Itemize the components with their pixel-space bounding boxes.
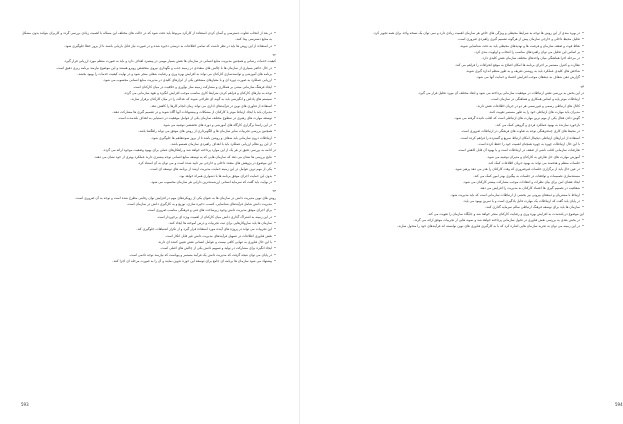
paragraph: • استفاده از ابزارهای ارتباطی دیجیتال امکان ارتباط سریع و گسترده را فراهم کرده است. [328,135,584,141]
paragraph: • بدون این حمایت اجرای موفق برنامه ها با دشواری همراه خواهد بود. [22,173,276,179]
paragraph: • در بهره مندی از این روش ها توجه به شرایط محیطی و ویژگی های خاص هر سازمان اهمیت زیادی دارد و نمی توان یک نسخه واحد برای همه تجویز کرد. [328,30,584,36]
paragraph: • ارتباط با مشتریان و ذینفعان بیرونی نیز بخشی از ارتباطات سازمانی است که باید مدیریت شود. [328,192,584,198]
paragraph: • تحلیل محیط داخلی و خارجی سازمان پیش از هرگونه تصمیم گیری راهبردی ضروری است. [328,36,584,42]
right-page [300,0,623,424]
right-page-number: 594 [615,402,623,407]
paragraph: • از این رو نظام ارزیابی عملکرد باید با اهداف راهبردی سازمان همسو باشد. [22,141,276,147]
paragraph: • در محیط های کاری چندفرهنگی توجه به تفاوت های فرهنگی در ارتباطات ضروری است. [328,128,584,134]
paragraph: • شفافیت در تصمیم گیری ها اعتماد کارکنان به مدیریت را افزایش می دهد. [328,185,584,191]
paragraph: • آموزش مهارت های حل تعارض به کارکنان و مدیران توصیه می شود. [328,154,584,160]
paragraph: • پیشنهاد می شود سازمان ها برنامه ای جامع برای توسعه این حوزه تدوین نمایند و آن را به صورت مرحله ای اجرا کنند. [22,258,276,264]
paragraph: • با این حال ارتباطات چهره به چهره همچنان اهمیت خود را حفظ کرده است. [328,141,584,147]
paragraph: • این تجربیات می تواند در پروژه های آینده مورد استفاده قرار گیرد و از تکرار اشتباهات جلوگیری کند. [22,226,276,232]
paragraph: • ایجاد فضای امن برای بیان نظرات و انتقادات موجب مشارکت بیشتر کارکنان می شود. [328,179,584,185]
paragraph: • گوش دادن فعال یکی از مهم ترین مهارت های ارتباطی است که اغلب نادیده گرفته می شود. [328,115,584,121]
paragraph: • مدیران باید با ایجاد ارتباط موثر با کارکنان از مشکلات و پیشنهادات آنها آگاه شوند و در تصمیم گیری ها مشارکت دهند. [22,109,276,115]
left-page-number: 593 [21,402,29,407]
paragraph: • شاخص های کلیدی عملکرد باید به روشنی تعریف و به طور منظم اندازه گیری شوند. [328,68,584,74]
paragraph: • در پایان باید گفت که ارتباطات یک مهارت قابل یادگیری است و با تمرین بهبود می یابد. [328,198,584,204]
paragraph: • در نهایت باید گفت که سرمایه انسانی ارزشمندترین دارایی هر سازمان محسوب می شود. [22,179,276,185]
paragraph: • جلسات منظم و هدفمند می تواند به بهبود جریان اطلاعات کمک کند. [328,160,584,166]
left-page-body [22,30,276,400]
section-number: ۲۲ [272,53,276,58]
paragraph: • برنامه های آموزشی و توانمندسازی کارکنان می تواند به افزایش بهره وری و رضایت شغلی منجر شود و در نهایت کیفیت خدمات را بهبود بخشد. [22,71,276,77]
paragraph: • ایجاد انگیزه برای مشارکت در تولید و تسهیم دانش یکی از چالش های اصلی است. [22,245,276,251]
paragraph: • ایجاد فرهنگ سازمانی مبتنی بر همکاری و مشارکت زمینه ساز نوآوری و خلاقیت در میان کارکنان است. [22,84,276,90]
paragraph: • در این زمینه به اشتراک گذاری دانش میان کارکنان از اهمیت ویژه ای برخوردار است. [22,214,276,220]
paragraph: • توجه به نیازهای کارکنان و فراهم کردن شرایط کاری مناسب موجب افزایش انگیزه و تعهد سازمانی می گردد. [22,90,276,96]
paragraph: • در بعد از انتخاب تفاوت دسترسی و آسان کردن استفاده از کارکرد مربوط باید دقت شود که در حالت های مختلف این مساله با اهمیت زیادی بررسی گردد و کاربران بتوانند بدون مشکل به منابع دسترسی پیدا کنند. [22,30,276,43]
paragraph: • گزارش دهی شفاف به ذینفعان موجب افزایش اعتماد و حمایت آنها می شود. [328,74,584,80]
paragraph: • برای اجرای موفق مدیریت دانش وجود زیرساخت های فنی و فرهنگی مناسب ضروری است. [22,207,276,213]
left-page [0,0,300,424]
paragraph: • مستندسازی تصمیمات و توافقات در جلسات به پیگیری بهتر امور کمک می کند. [328,173,584,179]
paragraph: • در بخش بعدی به بررسی نقش فناوری در تحول سازمانی پرداخته خواهد شد و نمونه هایی از تجربیات موفق ارائه می گردد. [328,217,584,223]
paragraph: • نظارت و کنترل مستمر بر اجرای برنامه ها امکان اصلاح به موقع انحرافات را فراهم می کند. [328,62,584,68]
paragraph: • با این حال فناوری به تنهایی کافی نیست و عوامل انسانی نقش تعیین کننده ای دارند. [22,239,276,245]
paragraph: این موضوع در بلندمدت به افزایش بهره وری و رضایت کارکنان منجر خواهد شد و جایگاه سازمان را تقویت می کند. [427,211,584,216]
paragraph: • ارتباطات درون سازمانی باید شفاف و روشن باشد تا از بروز سوءتفاهم ها جلوگیری شود. [22,135,276,141]
paragraph: روش های نوین مدیریت دانش در سازمان ها به عنوان یکی از رویکردهای مهم در افزایش توان رقابتی مطرح شده است و توجه به آن ضروری است. [75,195,276,200]
paragraph: • سازمان ها باید برای توسعه فرهنگ ارتباطی سالم سرمایه گذاری کنند. [328,204,584,210]
paragraph: • نقاط قوت و ضعف سازمان و فرصت ها و تهدیدهای محیطی باید به دقت شناسایی شوند. [328,43,584,49]
paragraph: • تعارضات سازمانی اغلب ناشی از ضعف در ارتباطات است و با بهبود آن قابل کاهش است. [328,147,584,153]
paragraph: • استفاده از فناوری های نوین در فرآیندهای اداری می تواند زمان انجام کارها را کاهش دهد. [22,103,276,109]
paragraph: در این بخش به بررسی نقش ارتباطات در موفقیت سازمانی پرداخته می شود و ابعاد مختلف آن مورد تحلیل قرار می گیرد. [418,91,584,96]
paragraph: • در این زمینه می توان به تجربه سازمان هایی اشاره کرد که با به کارگیری فناوری های نوین توانسته اند فرآیندهای خود را متحول سازند. [328,223,584,229]
paragraph: • در عین حال باید از برگزاری جلسات غیرضروری که وقت کارکنان را هدر می دهد پرهیز شود. [328,166,584,172]
paragraph: • در این راستا برگزاری کارگاه های آموزشی و دوره های تخصصی توصیه می شود. [22,122,276,128]
paragraph: • سیستم های پاداش و انگیزشی باید به گونه ای طراحی شوند که عدالت را در میان کارکنان برقرار سازند. [22,96,276,102]
paragraph: • بر اساس این تحلیل می توان راهبردهای مناسب را انتخاب و اولویت بندی کرد. [328,49,584,55]
paragraph: کیفیت خدمات رسانی و همچنین مدیریت منابع انسانی در سازمان ها نقش بسیار مهمی در پیشبرد اهداف دارد و باید به صورت منظم مورد ارزیابی قرار گیرد. [63,59,276,64]
paragraph: • همچنین بررسی تجربیات سایر سازمان ها و الگوبرداری از روش های موفق می تواند راهگشا باشد. [22,128,276,134]
paragraph: • ارتباطات موثر پایه و اساس همکاری و هماهنگی در سازمان است. [328,96,584,102]
paragraph: • این موضوع در پژوهش های متعدد داخلی و خارجی نیز تایید شده است و می توان به آن استناد کرد. [22,160,276,166]
paragraph: • در استفاده از این روش ها باید در نظر داشت که تمامی اطلاعات به درستی ذخیره شده و در صورت نیاز قابل بازیابی باشند تا از بروز خطا جلوگیری شود. [22,43,276,49]
paragraph: در ادامه به بررسی دقیق تر هر یک از این موارد پرداخته خواهد شد و راهکارهای عملی برای بهبود وضعیت موجود ارائه می گردد. [102,148,276,153]
paragraph: • در مرحله اجرا هماهنگی میان واحدهای مختلف سازمان نقش کلیدی دارد. [328,55,584,61]
paragraph: • در حال حاضر بسیاری از سازمان ها با چالش های متعددی در زمینه جذب و نگهداری نیروی متخصص روبرو هستند و این موضوع نیازمند برنامه ریزی دقیق است. [22,65,276,71]
section-number: ۲۳ [272,189,276,194]
paragraph: • توسعه مهارت های رهبری در سطوح مختلف سازمان یکی از عوامل موفقیت در دستیابی به اهداف بلندمدت است. [22,115,276,121]
paragraph: • مدیران باید مهارت های ارتباطی خود را به طور مستمر تقویت کنند. [328,109,584,115]
paragraph: • کانال های ارتباطی رسمی و غیررسمی هر دو در جریان اطلاعات نقش دارند. [328,103,584,109]
paragraph: • نقش فناوری اطلاعات در تسهیل فرآیندهای مدیریت دانش غیر قابل انکار است. [22,233,276,239]
paragraph: • در پایان می توان نتیجه گرفت که مدیریت دانش یک فرآیند مستمر و پویاست که نیازمند توجه دائمی است. [22,252,276,258]
paragraph: • سازمان ها باید سازوکارهایی برای ثبت تجربیات و درس آموخته ها ایجاد کنند. [22,220,276,226]
right-page-body [328,30,584,400]
paragraph: • مدیریت دانش شامل فرآیندهای شناسایی، کسب، ذخیره سازی، توزیع و به کارگیری دانش در سازمان است. [22,201,276,207]
paragraph: • نتایج بررسی ها نشان می دهد که سازمان هایی که به توسعه منابع انسانی توجه بیشتری دارند عملکرد بهتری از خود نشان می دهند. [22,154,276,160]
section-number: ۲۴ [580,84,584,89]
paragraph: • بازخورد سازنده به بهبود عملکرد فردی و گروهی کمک می کند. [328,122,584,128]
paragraph: • یکی از مهم ترین عوامل در این زمینه حمایت مدیریت ارشد از برنامه های توسعه ای است. [22,166,276,172]
paragraph: • ارزیابی عملکرد به صورت دوره ای و با معیارهای مشخص یکی از ابزارهای کلیدی در مدیریت منابع انسانی محسوب می شود. [22,77,276,83]
